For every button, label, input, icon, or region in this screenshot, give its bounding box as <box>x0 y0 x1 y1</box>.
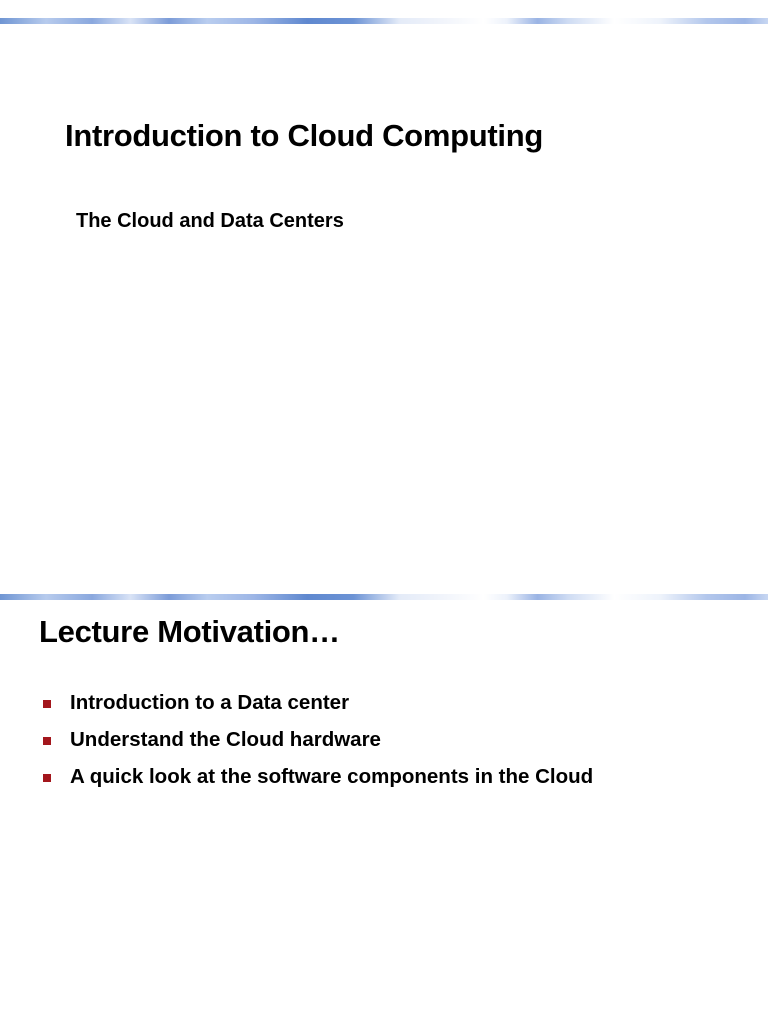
square-bullet-icon <box>43 774 51 782</box>
list-item <box>40 764 593 801</box>
bullet-list <box>40 690 593 801</box>
content-slide <box>0 594 768 1024</box>
square-bullet-icon <box>43 700 51 708</box>
list-item <box>40 690 593 727</box>
list-item-text: A quick look at the software components in the Cloud <box>70 765 594 788</box>
list-item-text: Introduction to a Data center <box>70 691 350 714</box>
decorative-band <box>0 18 768 24</box>
slide-subtitle: The Cloud and Data Centers <box>76 210 344 232</box>
square-bullet-icon <box>43 737 51 745</box>
list-item <box>40 727 593 764</box>
slide-title: Introduction to Cloud Computing <box>65 118 543 153</box>
list-item-text: Understand the Cloud hardware <box>70 728 381 751</box>
decorative-band <box>0 594 768 600</box>
slide-title: Lecture Motivation… <box>39 614 340 649</box>
